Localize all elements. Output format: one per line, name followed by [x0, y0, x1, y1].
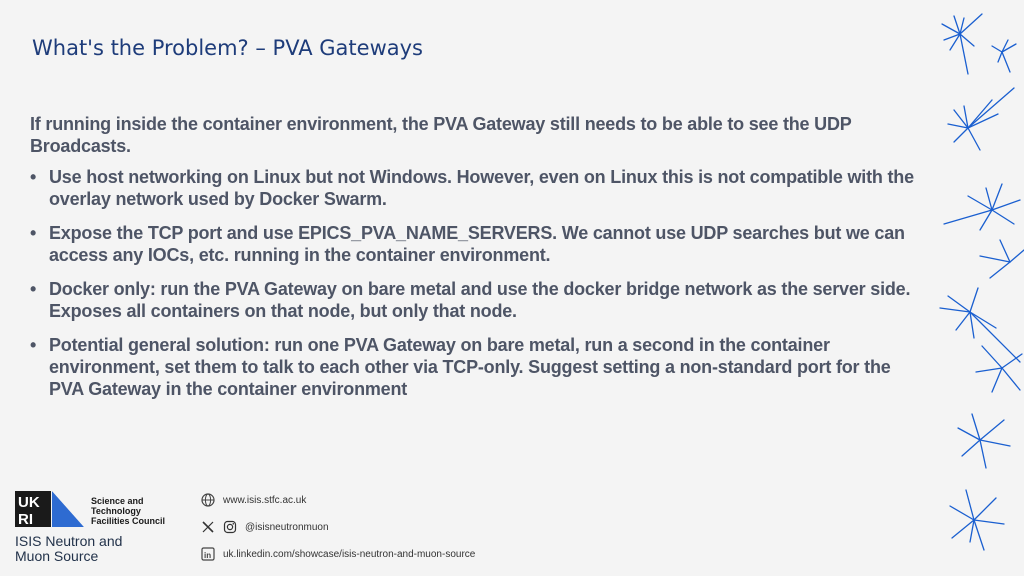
social-row[interactable]: [201, 520, 329, 534]
org-name: [15, 534, 145, 564]
bullet-text: Docker only: run the PVA Gateway on bare metal and use the docker bridge network as the server side. Exposes all containers on that node, but only that node.: [49, 279, 911, 321]
bullet-marker: •: [30, 279, 37, 299]
svg-text:RI: RI: [18, 511, 33, 527]
ukri-logo: [15, 491, 84, 527]
burst-graphic: [980, 240, 1024, 278]
linkedin-icon: [201, 547, 215, 561]
bullet-marker: •: [30, 223, 37, 243]
website-row[interactable]: [201, 493, 306, 507]
slide-body: [30, 113, 922, 412]
council-line: Facilities Council: [91, 516, 166, 526]
bullet-text: Potential general solution: run one PVA Gateway on bare metal, run a second in the container environment, set them to talk to each other via TCP-only. Suggest setting a non-standard port for the PVA Gateway in the container environment: [49, 335, 891, 399]
burst-graphic: [940, 288, 1020, 362]
bullet-item: [30, 166, 922, 210]
council-name: [91, 496, 191, 526]
burst-graphic: [950, 490, 1004, 550]
neutron-burst-decoration: [930, 0, 1024, 576]
bullet-item: [30, 222, 922, 266]
slide-title: What's the Problem? – PVA Gateways: [32, 36, 423, 60]
burst-graphic: [948, 88, 1014, 150]
bullet-item: [30, 334, 922, 400]
burst-graphic: [958, 414, 1010, 468]
footer: [0, 488, 620, 576]
council-line: Science and: [91, 496, 144, 506]
social-handle[interactable]: @isisneutronmuon: [245, 521, 329, 533]
svg-text:in: in: [204, 551, 212, 560]
bullet-item: [30, 278, 922, 322]
burst-graphic: [942, 14, 982, 74]
bullet-list: [30, 166, 922, 400]
globe-icon: [201, 493, 215, 507]
burst-graphic: [976, 346, 1022, 392]
website-link[interactable]: www.isis.stfc.ac.uk: [223, 494, 307, 506]
linkedin-row[interactable]: [201, 547, 475, 561]
svg-text:UK: UK: [18, 494, 40, 511]
bullet-text: Use host networking on Linux but not Windows. However, even on Linux this is not compatible with the overlay network used by Docker Swarm.: [49, 167, 914, 209]
linkedin-link[interactable]: uk.linkedin.com/showcase/isis-neutron-and-muon-source: [223, 548, 476, 560]
instagram-icon[interactable]: [223, 520, 237, 534]
org-line: ISIS Neutron and: [15, 533, 123, 549]
intro-paragraph: If running inside the container environment, the PVA Gateway still needs to be able to see the UDP Broadcasts.: [30, 114, 852, 156]
bullet-marker: •: [30, 335, 37, 355]
bullet-text: Expose the TCP port and use EPICS_PVA_NAME_SERVERS. We cannot use UDP searches but we can access any IOCs, etc. running in the container environment.: [49, 223, 905, 265]
burst-graphic: [944, 184, 1020, 230]
council-line: Technology: [91, 506, 141, 516]
bullet-marker: •: [30, 167, 37, 187]
x-icon[interactable]: [201, 520, 215, 534]
org-line: Muon Source: [15, 548, 99, 564]
